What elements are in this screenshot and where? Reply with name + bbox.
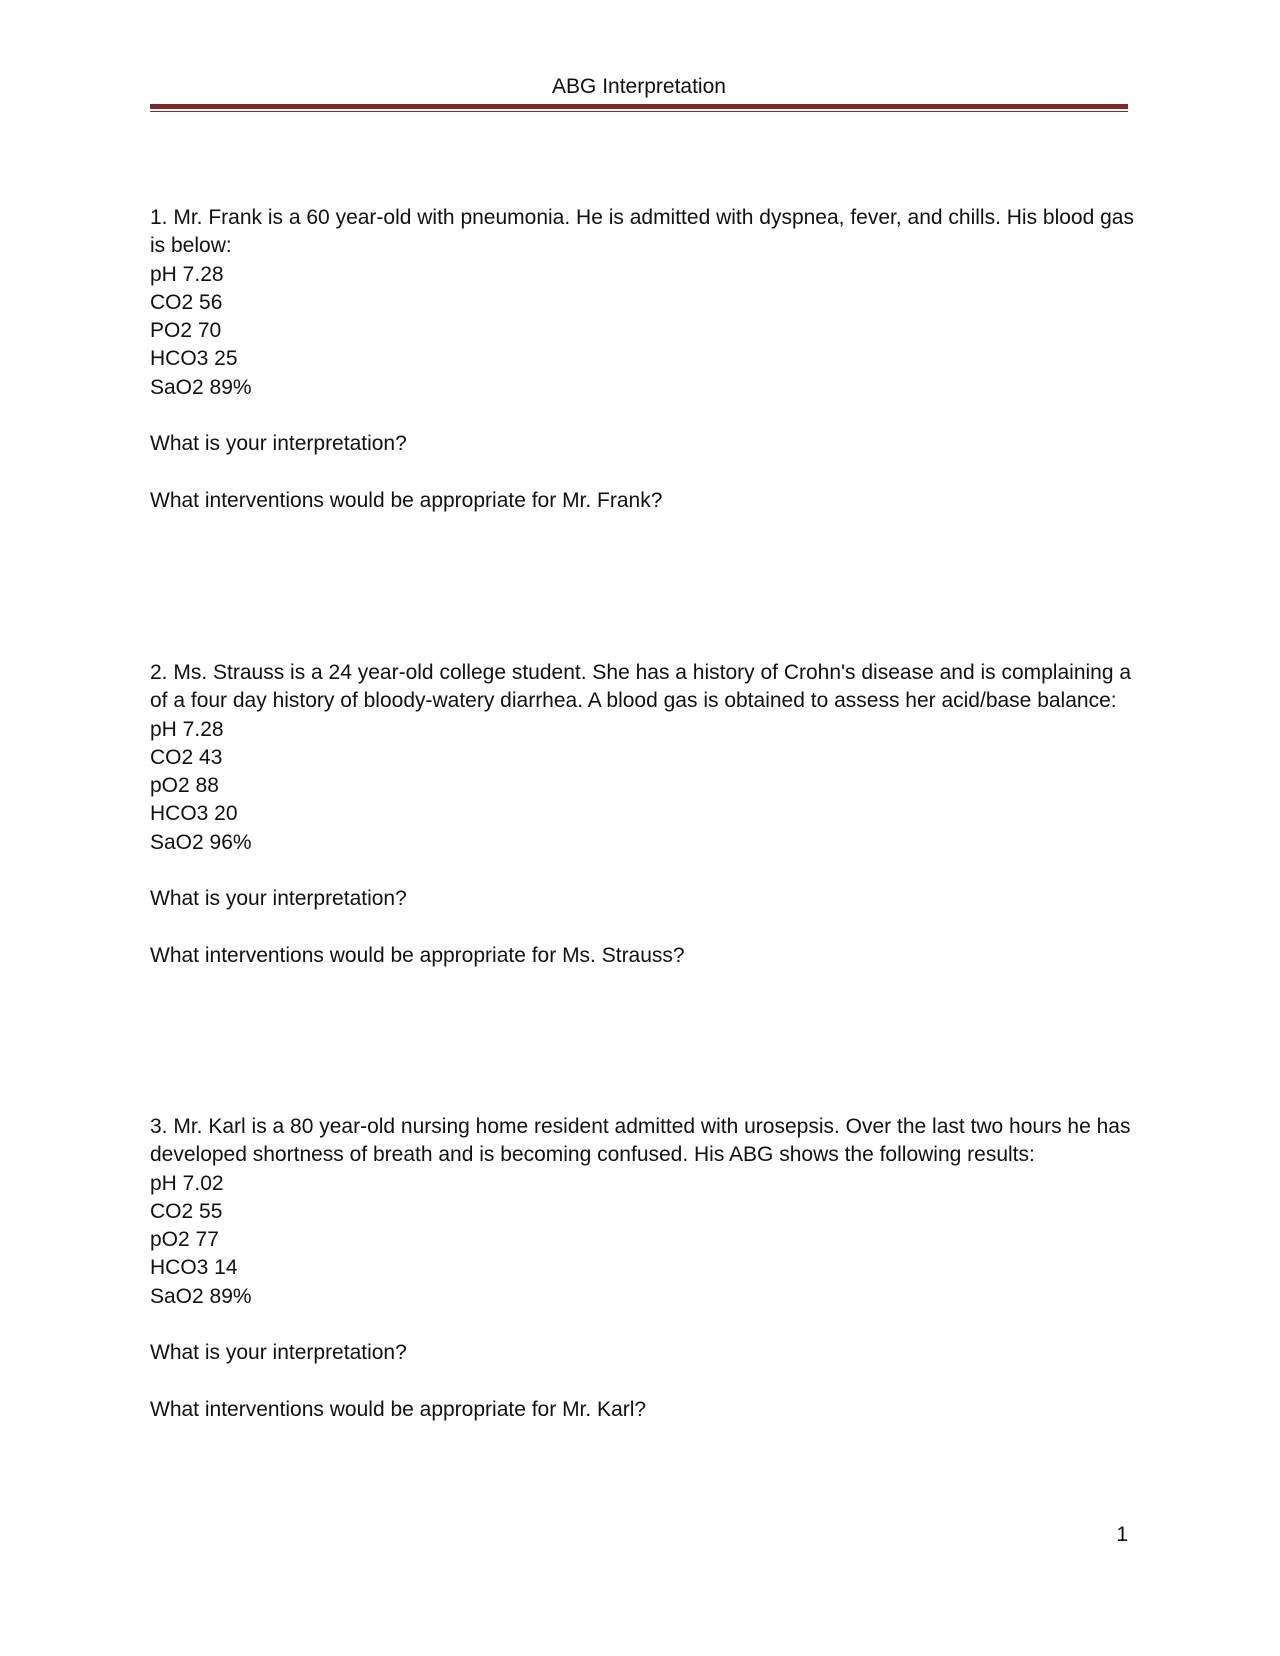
lab-po2: pO2 77 bbox=[150, 1228, 219, 1252]
spacer bbox=[150, 459, 1140, 487]
question-interventions: What interventions would be appropriate for Ms. Strauss? bbox=[150, 943, 685, 967]
case-2 bbox=[150, 659, 1140, 970]
question-interpretation: What is your interpretation? bbox=[150, 1341, 407, 1365]
question-interventions: What interventions would be appropriate for Mr. Karl? bbox=[150, 1397, 647, 1421]
spacer bbox=[150, 857, 1140, 885]
lab-hco3: HCO3 25 bbox=[150, 347, 238, 371]
lab-sao2: SaO2 89% bbox=[150, 375, 252, 399]
header-rule-thick bbox=[150, 104, 1128, 109]
spacer bbox=[150, 914, 1140, 942]
lab-ph: pH 7.28 bbox=[150, 717, 224, 741]
lab-co2: CO2 56 bbox=[150, 290, 223, 314]
lab-sao2: SaO2 89% bbox=[150, 1284, 252, 1308]
lab-sao2: SaO2 96% bbox=[150, 830, 252, 854]
case-intro: 2. Ms. Strauss is a 24 year-old college student. She has a history of Crohn's disease and is complaining a of a four day history of bloody-watery diarrhea. A blood gas is obtained to assess her acid/base balance: bbox=[150, 661, 1132, 713]
lab-po2: PO2 70 bbox=[150, 319, 222, 343]
lab-ph: pH 7.02 bbox=[150, 1171, 224, 1195]
lab-co2: CO2 55 bbox=[150, 1199, 223, 1223]
spacer bbox=[150, 402, 1140, 430]
header-rule-thin bbox=[150, 111, 1128, 112]
case-1 bbox=[150, 204, 1140, 515]
spacer bbox=[150, 1311, 1140, 1339]
header-title: ABG Interpretation bbox=[552, 75, 726, 98]
lab-co2: CO2 43 bbox=[150, 745, 223, 769]
lab-ph: pH 7.28 bbox=[150, 262, 224, 286]
question-interpretation: What is your interpretation? bbox=[150, 887, 407, 911]
case-intro: 3. Mr. Karl is a 80 year-old nursing home resident admitted with urosepsis. Over the last two hours he has developed shortness of breath and is becoming confused. His ABG shows the following results: bbox=[150, 1115, 1131, 1167]
case-3 bbox=[150, 1113, 1140, 1424]
lab-hco3: HCO3 20 bbox=[150, 802, 238, 826]
page-number: 1 bbox=[1116, 1523, 1128, 1546]
question-interventions: What interventions would be appropriate for Mr. Frank? bbox=[150, 488, 663, 512]
question-interpretation: What is your interpretation? bbox=[150, 432, 407, 456]
lab-hco3: HCO3 14 bbox=[150, 1256, 238, 1280]
header-rule bbox=[150, 104, 1128, 112]
case-intro: 1. Mr. Frank is a 60 year-old with pneumonia. He is admitted with dyspnea, fever, and chills. His blood gas is below: bbox=[150, 206, 1134, 258]
lab-po2: pO2 88 bbox=[150, 774, 219, 798]
spacer bbox=[150, 1368, 1140, 1396]
